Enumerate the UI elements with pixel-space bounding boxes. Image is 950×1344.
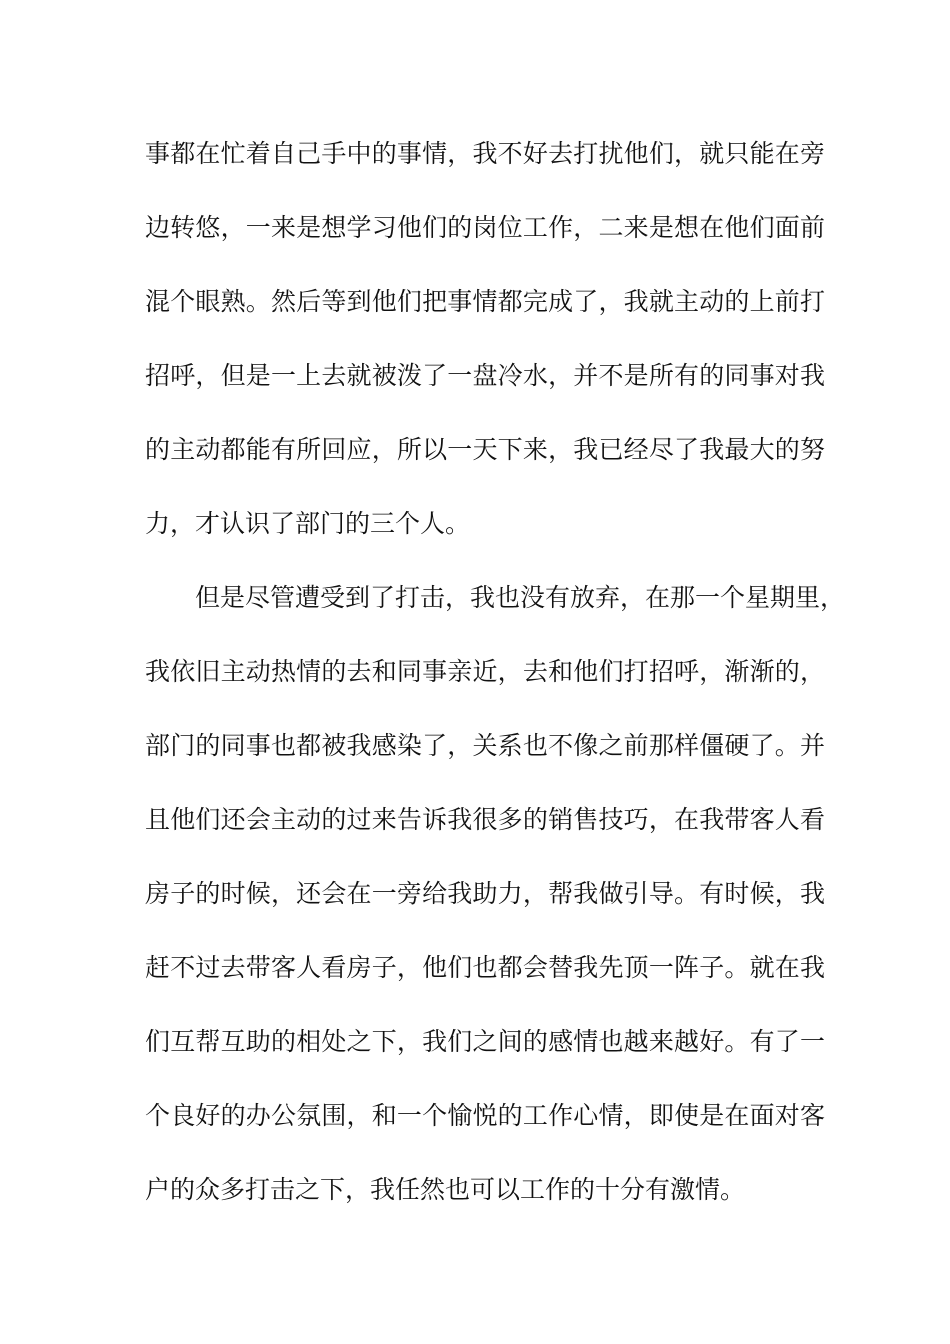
text-line: 招呼，但是一上去就被泼了一盘冷水，并不是所有的同事对我 [145,361,825,390]
text-line: 的主动都能有所回应，所以一天下来，我已经尽了我最大的努 [145,435,825,464]
text-line: 们互帮互助的相处之下，我们之间的感情也越来越好。有了一 [145,1027,825,1056]
body-text [145,130,846,1240]
text-line: 边转悠，一来是想学习他们的岗位工作，二来是想在他们面前 [145,213,825,242]
paragraph-end-line: 力，才认识了部门的三个人。 [145,509,471,538]
paragraph-first-line: 但是尽管遭受到了打击，我也没有放弃，在那一个星期里， [195,583,846,612]
text-line: 混个眼熟。然后等到他们把事情都完成了，我就主动的上前打 [145,287,825,316]
text-line: 事都在忙着自己手中的事情，我不好去打扰他们，就只能在旁 [145,139,825,168]
text-line: 房子的时候，还会在一旁给我助力，帮我做引导。有时候，我 [145,879,825,908]
text-line: 我依旧主动热情的去和同事亲近，去和他们打招呼，渐渐的， [145,657,825,686]
text-line: 部门的同事也都被我感染了，关系也不像之前那样僵硬了。并 [145,731,825,760]
paragraph-end-line: 户的众多打击之下，我任然也可以工作的十分有激情。 [145,1175,746,1204]
text-line: 赶不过去带客人看房子，他们也都会替我先顶一阵子。就在我 [145,953,825,982]
text-line: 个良好的办公氛围，和一个愉悦的工作心情，即使是在面对客 [145,1101,825,1130]
text-line: 且他们还会主动的过来告诉我很多的销售技巧，在我带客人看 [145,805,825,834]
